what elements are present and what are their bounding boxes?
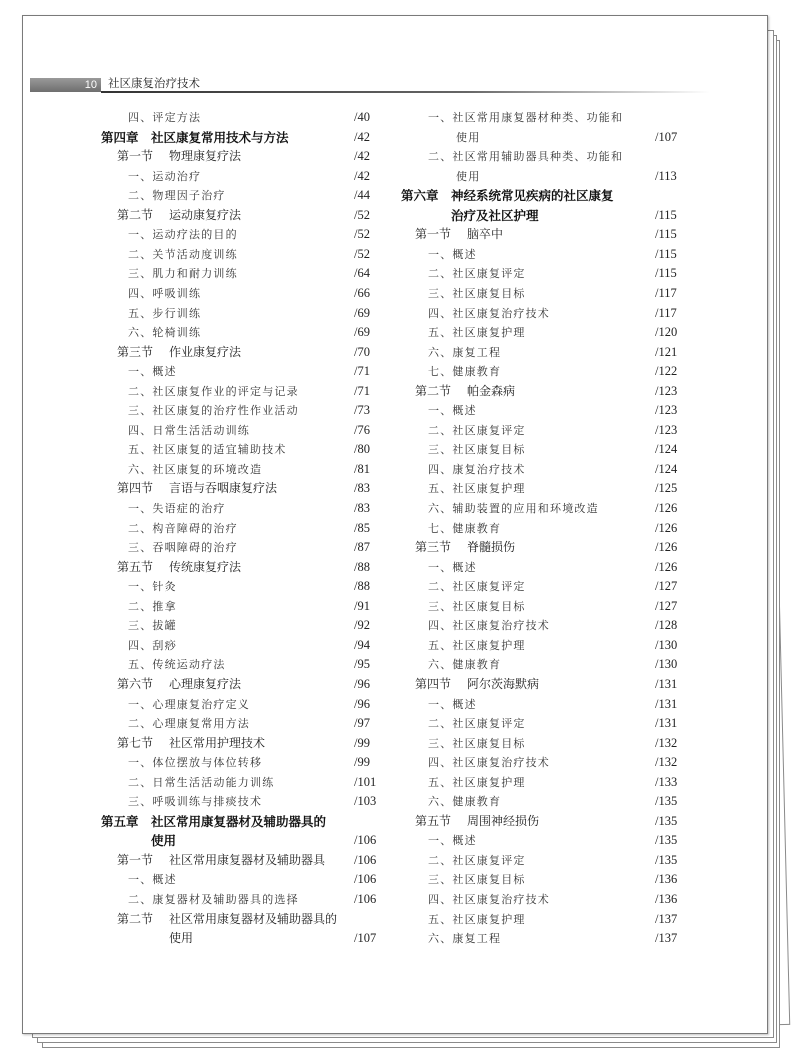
toc-page-number[interactable]: /125: [655, 481, 678, 496]
toc-chapter-continuation[interactable]: [451, 206, 539, 225]
toc-page-number[interactable]: /131: [655, 716, 678, 731]
toc-entry-title: 六、辅助装置的应用和环境改造: [428, 502, 599, 515]
toc-entry-title: 二、物理因子治疗: [128, 189, 226, 203]
toc-item[interactable]: [428, 636, 526, 655]
toc-entry-title: 二、康复器材及辅助器具的选择: [128, 893, 299, 906]
toc-page-number[interactable]: /99: [354, 755, 370, 770]
toc-item[interactable]: [428, 362, 501, 381]
toc-page-number[interactable]: /103: [354, 794, 377, 809]
toc-page-number[interactable]: /52: [354, 207, 370, 222]
toc-entry-title: 心理康复疗法: [169, 676, 242, 691]
toc-page-number[interactable]: /126: [655, 520, 678, 535]
toc-entry-title: 脊髓损伤: [467, 540, 516, 555]
toc-page-number[interactable]: /117: [655, 305, 677, 320]
toc-item[interactable]: [428, 108, 623, 127]
toc-entry-title: 社区常用康复器材及辅助器具: [169, 852, 326, 867]
toc-entry-title: 帕金森病: [467, 383, 516, 398]
toc-entry-title: 五、社区康复的适宜辅助技术: [128, 443, 287, 457]
toc-item[interactable]: [128, 304, 201, 323]
toc-item[interactable]: [128, 167, 201, 186]
toc-entry-label: 第一节: [117, 149, 154, 164]
toc-page-number[interactable]: /106: [354, 833, 377, 848]
toc-entry-title: 一、社区常用康复器材种类、功能和: [428, 111, 624, 124]
toc-item[interactable]: [128, 890, 299, 909]
toc-section[interactable]: [415, 812, 539, 831]
toc-entry-label: 第六章: [401, 188, 439, 204]
toc-item[interactable]: [128, 577, 177, 596]
toc-entry-title: 五、社区康复护理: [428, 326, 526, 340]
toc-page-number[interactable]: /128: [655, 618, 678, 633]
toc-entry-title: 二、构音障碍的治疗: [128, 521, 238, 535]
toc-item[interactable]: [428, 323, 526, 342]
toc-page-number[interactable]: /40: [354, 110, 370, 124]
toc-entry-title: 使用: [151, 833, 177, 849]
toc-page-number[interactable]: /135: [655, 794, 678, 809]
toc-item[interactable]: [128, 382, 299, 401]
toc-entry-title: 六、康复工程: [428, 345, 502, 359]
toc-entry-title: 五、传统运动疗法: [128, 658, 226, 672]
toc-item[interactable]: [428, 890, 550, 909]
toc-entry-title: 二、推拿: [128, 599, 177, 613]
toc-page-number[interactable]: /137: [655, 931, 678, 946]
toc-page-number[interactable]: /42: [354, 149, 370, 164]
toc-page-number[interactable]: /83: [354, 501, 370, 515]
toc-item[interactable]: [128, 421, 250, 440]
toc-entry-title: 二、社区康复评定: [428, 717, 526, 731]
toc-entry-label: 第二节: [117, 911, 154, 926]
toc-section[interactable]: [117, 675, 241, 694]
toc-entry-title: 物理康复疗法: [169, 149, 242, 164]
toc-page-number[interactable]: /136: [655, 872, 678, 887]
toc-item[interactable]: [128, 284, 201, 303]
toc-entry-title: 一、失语症的治疗: [128, 502, 226, 515]
toc-page-number[interactable]: /81: [354, 461, 370, 476]
toc-page-number[interactable]: /106: [354, 852, 377, 867]
toc-page-number[interactable]: /52: [354, 246, 370, 261]
toc-entry-title: 三、肌力和耐力训练: [128, 267, 238, 281]
toc-page-number[interactable]: /96: [354, 696, 370, 711]
toc-page-number[interactable]: /88: [354, 559, 370, 574]
toc-item[interactable]: [428, 616, 550, 635]
toc-entry-title: 六、社区康复的环境改造: [128, 462, 263, 476]
toc-entry-title: 社区康复常用技术与方法: [151, 129, 289, 145]
toc-page-number[interactable]: /127: [655, 598, 678, 613]
toc-page-number[interactable]: /130: [655, 657, 678, 672]
toc-entry-title: 二、关节活动度训练: [128, 247, 238, 261]
toc-entry-title: 神经系统常见疾病的社区康复: [451, 188, 614, 204]
toc-item[interactable]: [428, 753, 550, 772]
toc-entry-title: 三、社区康复目标: [428, 286, 526, 300]
toc-page-number[interactable]: /92: [354, 618, 370, 633]
toc-item[interactable]: [128, 401, 299, 420]
toc-page-number[interactable]: /115: [655, 246, 677, 261]
toc-section[interactable]: [117, 343, 241, 362]
toc-page-number[interactable]: /120: [655, 325, 678, 340]
toc-page-number[interactable]: /97: [354, 716, 370, 731]
toc-page-number[interactable]: /91: [354, 598, 370, 613]
toc-page-number[interactable]: /71: [354, 383, 370, 398]
toc-entry-title: 四、评定方法: [128, 111, 202, 124]
toc-page-number[interactable]: /131: [655, 676, 678, 691]
toc-page-number[interactable]: /133: [655, 774, 678, 789]
toc-entry-title: 作业康复疗法: [169, 344, 242, 359]
toc-entry-title: 三、社区康复目标: [428, 736, 526, 750]
toc-section[interactable]: [117, 479, 277, 498]
toc-entry-label: 第七节: [117, 735, 154, 750]
toc-item[interactable]: [128, 636, 177, 655]
toc-section[interactable]: [117, 734, 265, 753]
page-number: 10: [30, 78, 101, 92]
toc-page-number[interactable]: /115: [655, 207, 677, 222]
toc-entry-title: 一、概述: [428, 560, 477, 574]
toc-page-number[interactable]: /126: [655, 540, 678, 555]
toc-item[interactable]: [428, 440, 526, 459]
toc-entry-title: 三、社区康复目标: [428, 873, 526, 887]
toc-entry-title: 四、日常生活活动训练: [128, 423, 250, 437]
toc-item[interactable]: [128, 655, 226, 674]
toc-entry-title: 一、概述: [428, 834, 477, 848]
toc-entry-title: 五、社区康复护理: [428, 482, 526, 496]
toc-entry-title: 一、体位摆放与体位转移: [128, 756, 263, 770]
toc-page-number[interactable]: /76: [354, 422, 370, 437]
toc-chapter-continuation[interactable]: [151, 831, 176, 850]
toc-item[interactable]: [128, 714, 250, 733]
toc-item[interactable]: [428, 910, 526, 929]
header-rule: [101, 91, 710, 93]
toc-entry-title: 一、概述: [428, 247, 477, 261]
toc-page-number[interactable]: /127: [655, 579, 678, 594]
toc-page-number[interactable]: /64: [354, 266, 370, 281]
toc-page-number[interactable]: /42: [354, 168, 370, 183]
toc-item[interactable]: [428, 734, 526, 753]
toc-item[interactable]: [428, 245, 477, 264]
toc-page-number[interactable]: /95: [354, 657, 370, 672]
toc-page-number[interactable]: /113: [655, 168, 677, 183]
toc-page-number[interactable]: /117: [655, 285, 677, 300]
toc-item[interactable]: [428, 577, 526, 596]
toc-entry-title: 二、社区康复评定: [428, 423, 526, 437]
toc-entry-title: 二、社区常用辅助器具种类、功能和: [428, 150, 624, 164]
toc-page-number[interactable]: /132: [655, 735, 678, 750]
toc-item[interactable]: [428, 695, 477, 714]
toc-item[interactable]: [128, 792, 262, 811]
toc-entry-title: 周围神经损伤: [467, 813, 540, 828]
toc-item[interactable]: [428, 479, 526, 498]
toc-item[interactable]: [128, 616, 177, 635]
toc-section[interactable]: [117, 147, 241, 166]
toc-page-number[interactable]: /131: [655, 696, 678, 711]
toc-page-number[interactable]: /80: [354, 442, 370, 457]
toc-page-number[interactable]: /126: [655, 559, 678, 574]
toc-section[interactable]: [117, 851, 325, 870]
toc-page-number[interactable]: /130: [655, 637, 678, 652]
toc-item[interactable]: [428, 304, 550, 323]
toc-page-number[interactable]: /124: [655, 442, 678, 457]
toc-page-number[interactable]: /122: [655, 364, 678, 379]
toc-entry-title: 四、康复治疗技术: [428, 462, 526, 476]
toc-item[interactable]: [128, 870, 177, 889]
toc-page-number[interactable]: /124: [655, 461, 678, 476]
toc-page-number[interactable]: /88: [354, 579, 370, 594]
toc-entry-label: 第一节: [117, 852, 154, 867]
toc-page-number[interactable]: /132: [655, 755, 678, 770]
toc-entry-title: 脑卒中: [467, 227, 504, 242]
toc-entry-label: 第三节: [117, 344, 154, 359]
toc-entry-label: 第二节: [117, 207, 154, 222]
book-title: 社区康复治疗技术: [108, 78, 200, 90]
toc-page-number[interactable]: /136: [655, 892, 678, 906]
toc-entry-title: 一、概述: [128, 873, 177, 887]
toc-entry-label: 第五节: [117, 559, 154, 574]
toc-section[interactable]: [117, 558, 241, 577]
toc-item[interactable]: [128, 499, 226, 518]
toc-entry-title: 一、概述: [428, 697, 477, 711]
toc-entry-label: 第四章: [101, 129, 139, 145]
toc-entry-title: 二、心理康复常用方法: [128, 717, 250, 731]
toc-page-number[interactable]: /106: [354, 892, 377, 906]
toc-entry-title: 阿尔茨海默病: [467, 676, 540, 691]
toc-entry-title: 四、社区康复治疗技术: [428, 756, 550, 770]
toc-section[interactable]: [415, 675, 539, 694]
toc-item[interactable]: [128, 597, 177, 616]
toc-chapter[interactable]: [101, 128, 289, 147]
toc-chapter[interactable]: [401, 186, 614, 205]
toc-item-continuation[interactable]: [456, 167, 480, 186]
toc-entry-title: 一、针灸: [128, 580, 177, 594]
toc-entry-title: 一、心理康复治疗定义: [128, 697, 250, 711]
toc-entry-title: 四、社区康复治疗技术: [428, 619, 550, 633]
toc-section[interactable]: [415, 225, 503, 244]
toc-page-number[interactable]: /123: [655, 403, 678, 418]
toc-item-continuation[interactable]: [456, 128, 480, 147]
toc-page-number[interactable]: /135: [655, 813, 678, 828]
toc-item[interactable]: [428, 421, 526, 440]
toc-entry-title: 二、社区康复评定: [428, 580, 526, 594]
toc-entry-title: 三、社区康复的治疗性作业活动: [128, 404, 299, 418]
toc-item[interactable]: [428, 499, 599, 518]
toc-entry-title: 四、社区康复治疗技术: [428, 893, 550, 906]
toc-entry-title: 二、日常生活活动能力训练: [128, 775, 275, 789]
toc-page-number[interactable]: /87: [354, 540, 370, 555]
toc-page-number[interactable]: /106: [354, 872, 377, 887]
toc-entry-title: 一、运动治疗: [128, 169, 202, 183]
toc-entry-label: 第四节: [415, 676, 452, 691]
toc-item[interactable]: [428, 597, 526, 616]
toc-entry-title: 三、社区康复目标: [428, 599, 526, 613]
toc-item[interactable]: [428, 147, 623, 166]
toc-item[interactable]: [128, 225, 238, 244]
toc-page-number[interactable]: /42: [354, 129, 370, 144]
toc-entry-title: 六、康复工程: [428, 932, 502, 946]
toc-entry-title: 三、社区康复目标: [428, 443, 526, 457]
toc-page-number[interactable]: /121: [655, 344, 678, 359]
toc-item[interactable]: [128, 519, 238, 538]
toc-page-number[interactable]: /99: [354, 735, 370, 750]
toc-section[interactable]: [117, 206, 241, 225]
toc-entry-title: 三、拔罐: [128, 619, 177, 633]
toc-item[interactable]: [428, 831, 477, 850]
toc-entry-title: 六、健康教育: [428, 795, 502, 809]
toc-entry-label: 第三节: [415, 540, 452, 555]
toc-entry-title: 六、健康教育: [428, 658, 502, 672]
toc-page-number[interactable]: /135: [655, 852, 678, 867]
toc-entry-title: 四、社区康复治疗技术: [428, 306, 550, 320]
toc-entry-title: 七、健康教育: [428, 365, 502, 379]
toc-page-number[interactable]: /85: [354, 520, 370, 535]
toc-item[interactable]: [428, 792, 501, 811]
toc-item[interactable]: [128, 773, 274, 792]
toc-entry-title: 三、吞咽障碍的治疗: [128, 541, 238, 555]
toc-entry-title: 二、社区康复评定: [428, 853, 526, 867]
toc-entry-title: 三、呼吸训练与排痰技术: [128, 795, 263, 809]
toc-item[interactable]: [428, 401, 477, 420]
toc-entry-title: 五、社区康复护理: [428, 775, 526, 789]
toc-entry-label: 第五节: [415, 813, 452, 828]
toc-section-continuation[interactable]: [169, 929, 193, 948]
toc-chapter[interactable]: [101, 812, 326, 831]
toc-item[interactable]: [428, 519, 501, 538]
toc-item[interactable]: [428, 460, 526, 479]
toc-section[interactable]: [415, 538, 515, 557]
toc-page-number[interactable]: /94: [354, 637, 370, 652]
toc-item[interactable]: [128, 695, 250, 714]
toc-entry-title: 五、步行训练: [128, 306, 202, 320]
toc-item[interactable]: [128, 186, 226, 205]
toc-item[interactable]: [428, 558, 477, 577]
toc-entry-title: 六、轮椅训练: [128, 326, 202, 340]
toc-page-number[interactable]: /83: [354, 481, 370, 496]
toc-item[interactable]: [128, 323, 201, 342]
toc-entry-title: 社区常用康复器材及辅助器具的: [169, 911, 338, 926]
toc-page-number[interactable]: /135: [655, 833, 678, 848]
toc-entry-title: 使用: [456, 130, 481, 144]
toc-entry-title: 一、概述: [428, 404, 477, 418]
toc-page-number[interactable]: /115: [655, 227, 677, 242]
toc-page-number[interactable]: /107: [354, 931, 377, 946]
toc-item[interactable]: [428, 714, 526, 733]
toc-section[interactable]: [117, 910, 337, 929]
toc-entry-title: 五、社区康复护理: [428, 638, 526, 652]
toc-entry-title: 言语与吞咽康复疗法: [169, 481, 278, 496]
toc-page-number[interactable]: /126: [655, 501, 678, 515]
toc-entry-title: 运动康复疗法: [169, 207, 242, 222]
toc-item[interactable]: [128, 753, 262, 772]
toc-page-number[interactable]: /123: [655, 422, 678, 437]
toc-entry-title: 二、社区康复作业的评定与记录: [128, 384, 299, 398]
toc-item[interactable]: [128, 362, 177, 381]
toc-entry-title: 社区常用护理技术: [169, 735, 266, 750]
toc-entry-title: 一、概述: [128, 365, 177, 379]
toc-entry-title: 四、呼吸训练: [128, 286, 202, 300]
toc-entry-label: 第四节: [117, 481, 154, 496]
toc-entry-title: 五、社区康复护理: [428, 912, 526, 926]
toc-item[interactable]: [128, 538, 238, 557]
toc-item[interactable]: [128, 245, 238, 264]
toc-item[interactable]: [428, 851, 526, 870]
toc-entry-label: 第二节: [415, 383, 452, 398]
toc-item[interactable]: [128, 440, 287, 459]
toc-item[interactable]: [428, 264, 526, 283]
toc-page-number[interactable]: /71: [354, 364, 370, 379]
toc-page-number[interactable]: /137: [655, 911, 678, 926]
toc-item[interactable]: [428, 343, 501, 362]
toc-item[interactable]: [128, 264, 238, 283]
toc-entry-title: 七、健康教育: [428, 521, 502, 535]
toc-item[interactable]: [128, 460, 262, 479]
toc-entry-label: 第一节: [415, 227, 452, 242]
toc-page-number[interactable]: /69: [354, 305, 370, 320]
toc-item[interactable]: [428, 655, 501, 674]
toc-entry-label: 第五章: [101, 813, 139, 829]
toc-entry-title: 使用: [456, 169, 481, 183]
toc-section[interactable]: [415, 382, 515, 401]
toc-item[interactable]: [428, 929, 501, 948]
toc-page-number[interactable]: /66: [354, 285, 370, 300]
toc-entry-label: 第六节: [117, 676, 154, 691]
toc-item[interactable]: [428, 773, 526, 792]
toc-page-number[interactable]: /115: [655, 266, 677, 281]
toc-item[interactable]: [428, 870, 526, 889]
toc-entry-title: 一、运动疗法的目的: [128, 228, 238, 242]
toc-page-number[interactable]: /44: [354, 188, 370, 203]
toc-page-number[interactable]: /107: [655, 129, 678, 144]
toc-page-number[interactable]: /70: [354, 344, 370, 359]
toc-page-number[interactable]: /123: [655, 383, 678, 398]
toc-item[interactable]: [428, 284, 526, 303]
toc-entry-title: 四、刮痧: [128, 638, 177, 652]
toc-page-number[interactable]: /52: [354, 227, 370, 242]
toc-entry-title: 治疗及社区护理: [451, 207, 539, 223]
toc-entry-title: 传统康复疗法: [169, 559, 242, 574]
toc-page-number[interactable]: /69: [354, 325, 370, 340]
toc-entry-title: 使用: [169, 931, 194, 946]
toc-item[interactable]: [128, 108, 201, 127]
toc-page-number[interactable]: /73: [354, 403, 370, 418]
toc-page-number[interactable]: /101: [354, 774, 377, 789]
toc-entry-title: 社区常用康复器材及辅助器具的: [151, 813, 327, 829]
toc-entry-title: 二、社区康复评定: [428, 267, 526, 281]
toc-page-number[interactable]: /96: [354, 676, 370, 691]
running-header: [30, 78, 710, 92]
